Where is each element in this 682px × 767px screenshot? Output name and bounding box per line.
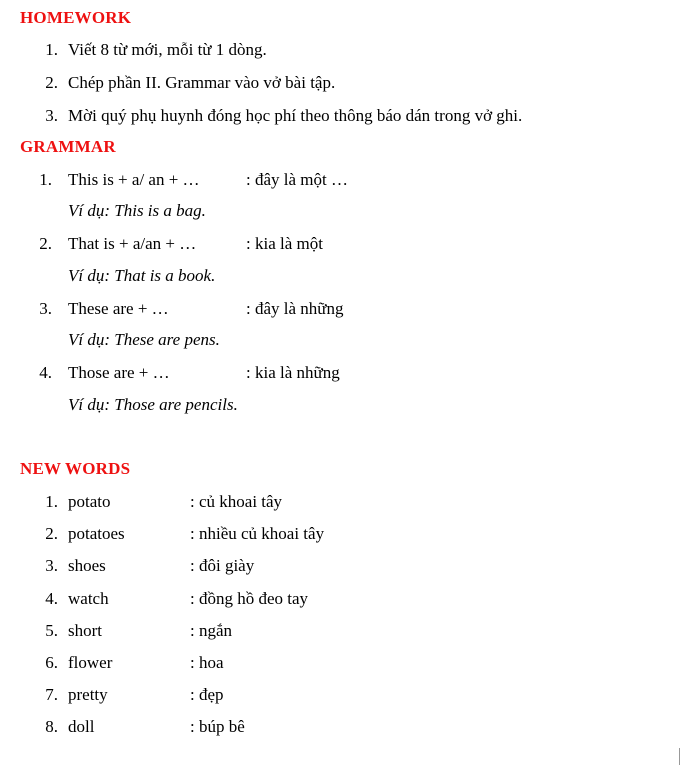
text-cursor (679, 748, 680, 765)
word-meaning: : đôi giày (190, 556, 255, 575)
homework-text: Mời quý phụ huynh đóng học phí theo thông báo dán trong vở ghi. (68, 106, 523, 125)
grammar-meaning: : kia là một (246, 234, 323, 253)
word-meaning: : đồng hồ đeo tay (190, 589, 309, 608)
item-number: 8. (45, 717, 58, 736)
word: potato (68, 492, 111, 511)
homework-text: Viết 8 từ mới, mỗi từ 1 dòng. (68, 40, 267, 59)
word-meaning: : nhiều củ khoai tây (190, 524, 325, 543)
word: short (68, 621, 102, 640)
new-words-heading: NEW WORDS (20, 459, 131, 478)
grammar-pattern: This is + a/ an + … (68, 170, 200, 189)
item-number: 3. (45, 106, 58, 125)
item-number: 1. (39, 170, 52, 189)
item-number: 6. (45, 653, 58, 672)
word: watch (68, 589, 109, 608)
word: doll (68, 717, 95, 736)
grammar-pattern: These are + … (68, 299, 169, 318)
item-number: 1. (45, 40, 58, 59)
grammar-heading: GRAMMAR (20, 137, 116, 156)
word: pretty (68, 685, 108, 704)
word-meaning: : ngắn (190, 621, 233, 640)
grammar-example: Ví dụ: These are pens. (68, 330, 220, 349)
word-meaning: : củ khoai tây (190, 492, 283, 511)
item-number: 4. (39, 363, 52, 382)
grammar-example: Ví dụ: This is a bag. (68, 201, 206, 220)
word: shoes (68, 556, 106, 575)
word-meaning: : đẹp (190, 685, 224, 704)
item-number: 5. (45, 621, 58, 640)
grammar-example: Ví dụ: Those are pencils. (68, 395, 238, 414)
word: flower (68, 653, 113, 672)
item-number: 4. (45, 589, 58, 608)
item-number: 1. (45, 492, 58, 511)
homework-heading: HOMEWORK (20, 8, 132, 27)
homework-text: Chép phần II. Grammar vào vở bài tập. (68, 73, 336, 92)
word-meaning: : hoa (190, 653, 224, 672)
item-number: 3. (45, 556, 58, 575)
grammar-meaning: : đây là những (246, 299, 344, 318)
grammar-pattern: Those are + … (68, 363, 170, 382)
item-number: 2. (39, 234, 52, 253)
grammar-meaning: : đây là một … (246, 170, 348, 189)
grammar-pattern: That is + a/an + … (68, 234, 197, 253)
grammar-meaning: : kia là những (246, 363, 340, 382)
item-number: 3. (39, 299, 52, 318)
grammar-example: Ví dụ: That is a book. (68, 266, 216, 285)
word-meaning: : búp bê (190, 717, 245, 736)
item-number: 7. (45, 685, 58, 704)
word: potatoes (68, 524, 125, 543)
item-number: 2. (45, 73, 58, 92)
item-number: 2. (45, 524, 58, 543)
